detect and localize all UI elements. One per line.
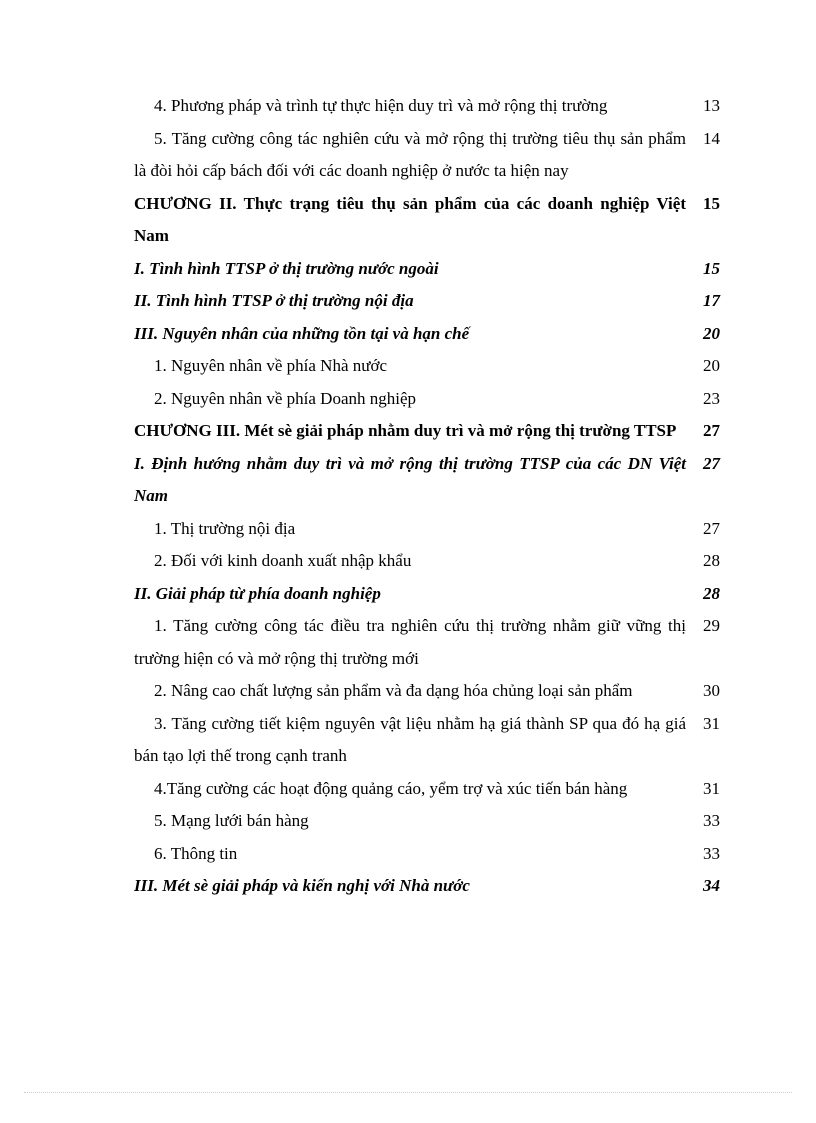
toc-entry <box>134 350 720 383</box>
toc-entry <box>134 448 720 513</box>
toc-page-number: 27 <box>703 453 720 473</box>
toc-page-number: 29 <box>703 616 720 635</box>
toc-entry <box>134 838 720 871</box>
toc-entry-text: 2. Nguyên nhân về phía Doanh nghiệp <box>154 388 417 408</box>
toc-page-number: 31 <box>703 713 720 733</box>
toc-page-number: 17 <box>703 291 720 310</box>
toc-page-number: 27 <box>703 518 720 538</box>
toc-page-number: 13 <box>703 96 720 115</box>
toc-entry <box>134 188 720 253</box>
toc-entry-text: 1. Thị trường nội địa <box>154 518 296 538</box>
toc-entry <box>134 383 720 416</box>
toc-entry <box>134 285 720 318</box>
toc-page-number: 20 <box>703 356 720 375</box>
toc-page-number: 15 <box>703 258 720 278</box>
toc-page-number: 30 <box>703 681 720 700</box>
toc-entry-text: 6. Thông tin <box>154 843 238 863</box>
toc-entry <box>134 545 720 578</box>
toc-entry-text: 2. Nâng cao chất lượng sản phẩm và đa dạng hóa chủng loại sản phẩm <box>154 681 633 700</box>
toc-entry-text: 2. Đối với kinh doanh xuất nhập khẩu <box>154 551 412 570</box>
toc-entry <box>134 805 720 838</box>
toc-entry <box>134 318 720 351</box>
page-footer-divider <box>24 1092 792 1093</box>
toc-entry-text: 5. Mạng lưới bán hàng <box>154 811 309 830</box>
toc-entry <box>134 675 720 708</box>
toc-entry <box>134 123 720 188</box>
toc-entry <box>134 870 720 903</box>
toc-page-number: 34 <box>703 876 720 895</box>
toc-page-number: 14 <box>703 128 720 148</box>
toc-entry-text: I. Định hướng nhằm duy trì và mở rộng thị trường TTSP của các DN Việt Nam <box>134 453 686 505</box>
toc-page-number: 15 <box>703 193 720 213</box>
toc-entry-text: 4.Tăng cường các hoạt động quảng cáo, yểm trợ và xúc tiến bán hàng <box>154 778 628 798</box>
toc-page-number: 28 <box>703 583 720 603</box>
toc-entry <box>134 90 720 123</box>
toc-entry <box>134 708 720 773</box>
toc-page-number: 33 <box>703 843 720 863</box>
table-of-contents <box>134 90 720 903</box>
toc-entry-text: 1. Nguyên nhân về phía Nhà nước <box>154 356 388 375</box>
toc-entry-text: III. Nguyên nhân của những tồn tại và hạn chế <box>134 323 470 343</box>
toc-page-number: 27 <box>703 421 720 440</box>
toc-entry-text: III. Mét sè giải pháp và kiến nghị với Nhà nước <box>134 876 470 895</box>
toc-entry-text: 5. Tăng cường công tác nghiên cứu và mở rộng thị trường tiêu thụ sản phẩm là đòi hỏi cấp bách đối với các doanh nghiệp ở nước ta hiện nay <box>134 128 686 180</box>
toc-entry <box>134 610 720 675</box>
toc-entry <box>134 513 720 546</box>
toc-entry-text: II. Giải pháp từ phía doanh nghiệp <box>134 583 381 603</box>
toc-entry-text: 1. Tăng cường công tác điều tra nghiên cứu thị trường nhằm giữ vững thị trường hiện có và mở rộng thị trường mới <box>134 616 686 668</box>
toc-page-number: 23 <box>703 388 720 408</box>
toc-entry <box>134 578 720 611</box>
toc-page-number: 28 <box>703 551 720 570</box>
toc-entry <box>134 253 720 286</box>
toc-entry-text: CHƯƠNG II. Thực trạng tiêu thụ sản phẩm của các doanh nghiệp Việt Nam <box>134 193 686 245</box>
toc-entry <box>134 773 720 806</box>
toc-entry-text: II. Tình hình TTSP ở thị trường nội địa <box>134 291 414 310</box>
toc-entry-text: 4. Phương pháp và trình tự thực hiện duy trì và mở rộng thị trường <box>154 96 608 115</box>
toc-entry-text: 3. Tăng cường tiết kiệm nguyên vật liệu nhằm hạ giá thành SP qua đó hạ giá bán tạo lợi thế trong cạnh tranh <box>134 713 686 765</box>
toc-page-number: 20 <box>703 323 720 343</box>
toc-entry <box>134 415 720 448</box>
toc-page-number: 31 <box>703 778 720 798</box>
toc-entry-text: I. Tình hình TTSP ở thị trường nước ngoài <box>134 258 439 278</box>
toc-entry-text: CHƯƠNG III. Mét sè giải pháp nhằm duy trì và mở rộng thị trường TTSP <box>134 421 677 440</box>
toc-page-number: 33 <box>703 811 720 830</box>
